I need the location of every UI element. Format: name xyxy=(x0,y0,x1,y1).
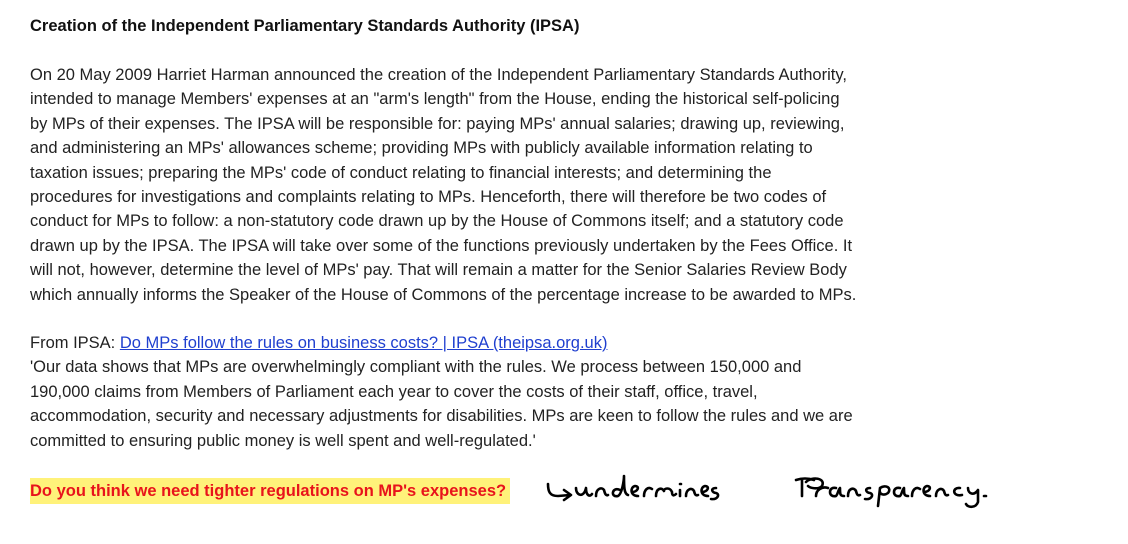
section-title: Creation of the Independent Parliamentary Standards Authority (IPSA) xyxy=(30,17,580,35)
handwritten-word-transparency xyxy=(796,479,986,507)
content-column xyxy=(30,14,990,453)
source-block xyxy=(30,331,990,453)
source-prefix: From IPSA: xyxy=(30,334,120,353)
handwritten-arrow-icon xyxy=(548,484,571,500)
source-link[interactable]: Do MPs follow the rules on business costs? | IPSA (theipsa.org.uk) xyxy=(119,334,608,353)
ipsa-quote: 'Our data shows that MPs are overwhelmingly compliant with the rules. We process between 150,000 and 190,000 claims from Members of Parliament each year to cover the costs of their staff, office, travel, accommodation, security and necessary adjustments for disabilities. MPs are keen to follow the rules and we are committed to ensuring public money is well spent and well-regulated.' xyxy=(30,358,853,450)
handwritten-word-undermines xyxy=(576,476,718,499)
highlighted-question: Do you think we need tighter regulations on MP's expenses? xyxy=(30,478,510,504)
source-line xyxy=(30,331,990,355)
ipsa-paragraph: On 20 May 2009 Harriet Harman announced the creation of the Independent Parliamentary Standards Authority, intended to manage Members' expenses at an "arm's length" from the House, ending the historical self-policing by MPs of their expenses. The IPSA will be responsible for: paying MPs' annual salaries; drawing up, reviewing, and administering an MPs' allowances scheme; providing MPs with publicly available information relating to taxation issues; preparing the MPs' code of conduct relating to financial interests; and determining the procedures for investigations and complaints relating to MPs. Henceforth, there will therefore be two codes of conduct for MPs to follow: a non-statutory code drawn up by the House of Commons itself; and a statutory code drawn up by the IPSA. The IPSA will take over some of the functions previously undertaken by the Fees Office. It will not, however, determine the level of MPs' pay. That will remain a matter for the Senior Salaries Review Body which annually informs the Speaker of the House of Commons of the percentage increase to be awarded to MPs. xyxy=(30,66,857,304)
question-row xyxy=(30,476,510,506)
handwritten-annotation xyxy=(540,466,1040,516)
